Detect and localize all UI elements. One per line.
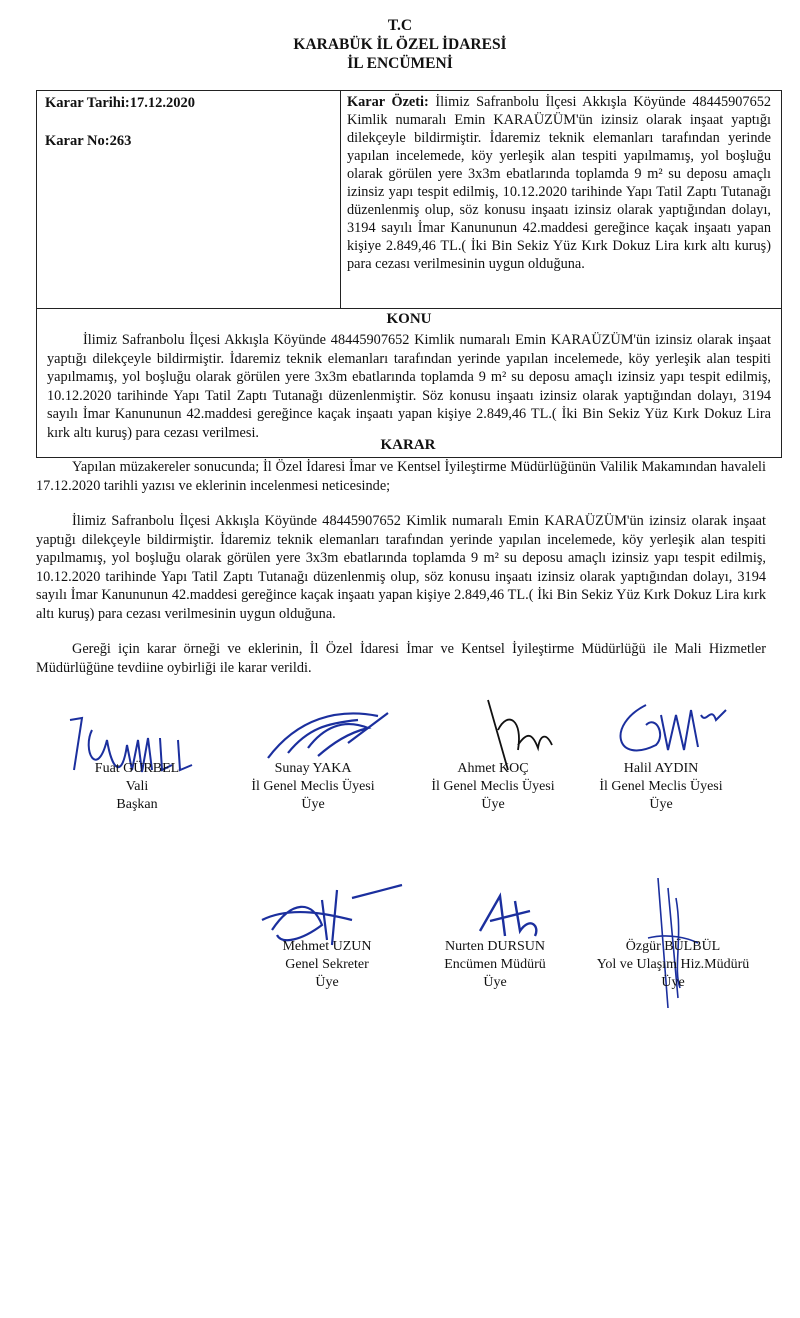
- signatory-title: İl Genel Meclis Üyesi: [251, 779, 375, 794]
- header-line-institution: KARABÜK İL ÖZEL İDARESİ: [293, 36, 507, 53]
- signatory-name: Sunay YAKA: [274, 761, 352, 776]
- signatory-name: Ahmet KOÇ: [457, 761, 529, 776]
- meta-cell: [37, 91, 341, 309]
- signatory-role: Üye: [649, 797, 673, 812]
- signatory-title: Vali: [125, 779, 149, 794]
- karar-title: KARAR: [380, 437, 436, 453]
- summary-title: Karar Özeti:: [347, 94, 429, 110]
- signature-block-3: [398, 760, 588, 814]
- signatory-title: Genel Sekreter: [285, 957, 369, 972]
- signatory-name: Özgür BÜLBÜL: [625, 939, 721, 954]
- signature-block-6: [400, 938, 590, 992]
- signatory-title: İl Genel Meclis Üyesi: [599, 779, 723, 794]
- decision-number: Karar No:263: [45, 133, 132, 149]
- header-line-council: İL ENCÜMENİ: [347, 55, 453, 72]
- document-header: [0, 16, 800, 73]
- konu-text: İlimiz Safranbolu İlçesi Akkışla Köyünde 48445907652 Kimlik numaralı Emin KARAÜZÜM'ün izinsiz olarak inşaat yaptığı dilekçeyle bildirmiştir. İdaremiz teknik elemanları tarafından yerinde yapılan incelemede, köy yerleşik alan tespiti yapılmamış, yol boşluğu olarak görülen yere 3x3m ebatlarında toplamda 9 m² su deposu amaçlı izinsiz yapı tespit edilmiş, 10.12.2020 tarihinde Yapı Tatil Zaptı Tutanağı düzenlenmiştir. Söz konusu inşaatı izinsiz olarak yaptığından dolayı, 3194 sayılı İmar Kanununun 42.maddesi gereğince kaçak inşaatı yapan kişiye 2.849,46 TL.( İki Bin Sekiz Yüz Kırk Dokuz Lira kırk altı kuruş) para cezası verilmesi.: [47, 332, 771, 441]
- konu-title: KONU: [386, 311, 432, 327]
- signatory-role: Üye: [483, 975, 507, 990]
- signature-block-7: [578, 938, 768, 992]
- decision-summary: [347, 93, 771, 273]
- decision-date: Karar Tarihi:17.12.2020: [45, 95, 195, 111]
- signatory-title: İl Genel Meclis Üyesi: [431, 779, 555, 794]
- signatory-name: Mehmet UZUN: [282, 939, 372, 954]
- karar-intro: Yapılan müzakereler sonucunda; İl Özel İdaresi İmar ve Kentsel İyileştirme Müdürlüğünün Valilik Makamından havaleli 17.12.2020 tarihli yazısı ve eklerinin incelenmesi neticesinde;: [36, 459, 766, 494]
- signatory-role: Üye: [301, 797, 325, 812]
- signatory-name: Nurten DURSUN: [445, 939, 545, 954]
- decision-frame: [36, 90, 782, 458]
- signatory-name: Fuat GÜRBEL: [94, 761, 180, 776]
- signatory-role: Başkan: [116, 797, 158, 812]
- signatory-name: Halil AYDIN: [623, 761, 699, 776]
- signatory-title: Encümen Müdürü: [444, 957, 546, 972]
- signatory-role: Üye: [661, 975, 685, 990]
- header-line-tc: T.C: [387, 17, 413, 34]
- signatory-role: Üye: [481, 797, 505, 812]
- signature-block-4: [566, 760, 756, 814]
- signature-block-2: [218, 760, 408, 814]
- summary-cell: [341, 91, 781, 309]
- summary-text: İlimiz Safranbolu İlçesi Akkışla Köyünde 48445907652 Kimlik numaralı Emin KARAÜZÜM'ün izinsiz olarak inşaat yaptığı dilekçeyle bildirmiştir. İdaremiz teknik elemanları tarafından yerinde yapılan incelemede, köy yerleşik alan tespiti yapılmamış, yol boşluğu olarak görülen yere 3x3m ebatlarında toplamda 9 m² su deposu amaçlı izinsiz yapı tespit edilmiş, 10.12.2020 tarihinde Yapı Tatil Zaptı Tutanağı düzenlenmiş olup, söz konusu inşaatı izinsiz olarak yaptığından dolayı, 3194 sayılı İmar Kanununun 42.maddesi gereğince kaçak inşaatı yapan kişiye 2.849,46 TL.( İki Bin Sekiz Yüz Kırk Dokuz Lira kırk altı kuruş) para cezası verilmesinin uygun olduğuna.: [347, 94, 772, 272]
- karar-closing: Gereği için karar örneği ve eklerinin, İl Özel İdaresi İmar ve Kentsel İyileştirme Müdürlüğü ile Mali Hizmetler Müdürlüğüne tevdiine oybirliği ile karar verildi.: [36, 641, 766, 676]
- signature-block-1: [42, 760, 232, 814]
- signatory-role: Üye: [315, 975, 339, 990]
- signature-block-5: [232, 938, 422, 992]
- signatory-title: Yol ve Ulaşım Hiz.Müdürü: [596, 957, 750, 972]
- karar-body: İlimiz Safranbolu İlçesi Akkışla Köyünde 48445907652 Kimlik numaralı Emin KARAÜZÜM'ün izinsiz olarak inşaat yaptığı dilekçeyle bildirmiştir. İdaremiz teknik elemanları tarafından yerinde yapılan incelemede, köy yerleşik alan tespiti yapılmamış, yol boşluğu olarak görülen yere 3x3m ebatlarında toplamda 9 m² su deposu amaçlı izinsiz yapı tespit edilmiş, 10.12.2020 tarihinde Yapı Tatil Zaptı Tutanağı düzenlenmiş olup, söz konusu inşaatı izinsiz olarak yaptığından dolayı, 3194 sayılı İmar Kanununun 42.maddesi gereğince kaçak inşaatı yapan kişiye 2.849,46 TL.( İki Bin Sekiz Yüz Kırk Dokuz Lira kırk altı kuruş) para cezası verilmesinin uygun olduğuna.: [36, 513, 766, 622]
